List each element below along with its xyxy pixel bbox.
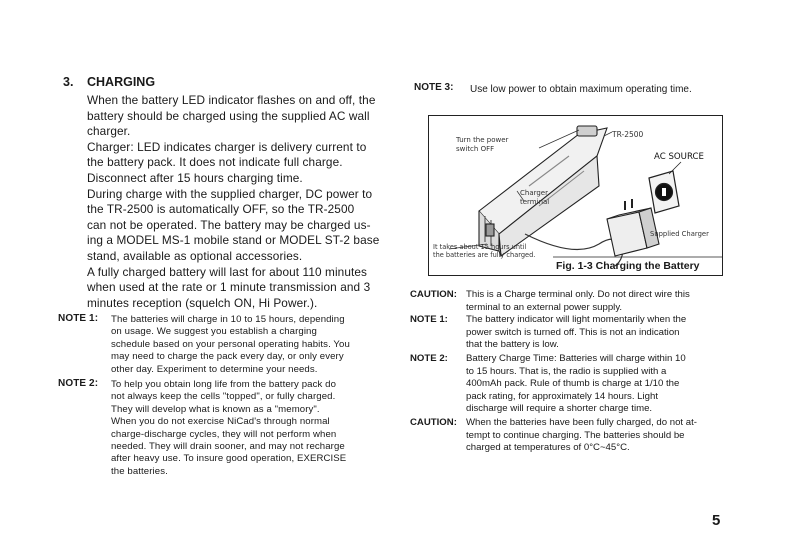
text-line: on usage. We suggest you establish a charging xyxy=(111,326,317,338)
text-line: When the batteries have been fully charged, do not at- xyxy=(466,417,697,428)
text-line: When the battery LED indicator flashes on and off, the xyxy=(87,93,376,107)
text-line: power switch is turned off. This is not an indication xyxy=(466,326,680,338)
note-label: NOTE 2: xyxy=(410,353,448,364)
text-line: The battery indicator will light momentarily when the xyxy=(466,314,687,325)
note-label: NOTE 1: xyxy=(410,314,448,325)
text-line: not always keep the cells "topped", or fully charged. xyxy=(111,391,336,403)
text-line: that the battery is low. xyxy=(466,339,559,351)
text-line: During charge with the supplied charger, DC power to xyxy=(87,186,373,201)
note-3-label: NOTE 3: xyxy=(414,82,454,93)
power-switch-label xyxy=(456,136,508,153)
text-line: Charger xyxy=(520,189,548,197)
note-r2-body xyxy=(466,353,686,416)
text-line: Turn the power xyxy=(456,136,509,144)
text-line: switch OFF xyxy=(456,144,495,153)
section-number: 3. xyxy=(63,75,74,89)
text-line: tempt to continue charging. The batteries should be xyxy=(466,429,685,441)
text-line: may need to charge the pack every day, or only every xyxy=(111,351,344,363)
text-line: the batteries are fully charged. xyxy=(433,251,536,259)
wall-outlet-illustration xyxy=(649,171,679,213)
note-label: NOTE 1: xyxy=(58,313,99,324)
text-line: ing a MODEL MS-1 mobile stand or MODEL ST-2 base xyxy=(87,233,380,248)
text-line: the batteries. xyxy=(111,465,168,477)
text-line: discharge will require a shorter charge time. xyxy=(466,403,653,415)
text-line: to 15 hours. That is, the radio is supplied with a xyxy=(466,365,667,377)
text-line: the TR-2500 is automatically OFF, so the TR-2500 xyxy=(87,202,355,217)
text-line: charged at temperatures of 0°C~45°C. xyxy=(466,442,630,454)
supplied-charger-label: Supplied Charger xyxy=(650,230,709,238)
text-line: needed. They will drain sooner, and may not recharge xyxy=(111,441,345,453)
paragraph-battery-life xyxy=(87,265,379,312)
text-line: schedule based on your personal operating habits. You xyxy=(111,338,350,350)
text-line: charger. xyxy=(87,124,131,139)
text-line: This is a Charge terminal only. Do not direct wire this xyxy=(466,289,690,300)
section-title: CHARGING xyxy=(87,75,156,89)
figure-caption: Fig. 1-3 Charging the Battery xyxy=(556,260,700,272)
text-line: stand, available as optional accessories. xyxy=(87,248,303,263)
charging-body xyxy=(87,93,379,311)
text-line: Battery Charge Time: Batteries will charge within 10 xyxy=(466,353,686,364)
text-line: after heavy use. To insure good operation, EXERCISE xyxy=(111,453,347,465)
paragraph-charger-led xyxy=(87,140,379,187)
caution-label: CAUTION: xyxy=(410,289,457,300)
text-line: charge-discharge cycles, they will not perform when xyxy=(111,428,337,440)
text-line: other day. Experiment to determine your needs. xyxy=(111,363,318,375)
note-label: NOTE 2: xyxy=(58,378,99,389)
text-line: terminal xyxy=(520,197,550,206)
note-1-body xyxy=(111,314,350,376)
text-line: Charger: LED indicates charger is delivery current to xyxy=(87,139,367,154)
ac-source-arrow xyxy=(669,162,681,174)
text-line: To help you obtain long life from the battery pack do xyxy=(111,379,337,390)
text-line: the battery pack. It does not indicate full charge. xyxy=(87,155,343,170)
text-line: battery should be charged using the supplied AC wall xyxy=(87,108,370,123)
text-line: A fully charged battery will last for about 110 minutes xyxy=(87,264,368,279)
charge-duration-label xyxy=(433,243,535,259)
text-line: It takes about 15 hours until xyxy=(433,243,527,251)
figure-charging-battery xyxy=(428,115,723,276)
text-line: They will develop what is known as a "memory". xyxy=(111,403,320,415)
text-line: Disconnect after 15 hours charging time. xyxy=(87,170,303,185)
text-line: minutes reception (squelch ON, Hi Power.). xyxy=(87,295,318,310)
caution-1-body xyxy=(466,289,690,314)
model-label: TR-2500 xyxy=(612,130,644,139)
caution-label: CAUTION: xyxy=(410,417,457,428)
paragraph-led-flash xyxy=(87,93,379,140)
ac-source-label: AC SOURCE xyxy=(654,152,704,162)
text-line: 400mAh pack. Rule of thumb is charge at 1/10 the xyxy=(466,378,680,390)
charger-terminal-label xyxy=(520,189,549,206)
note-3-text: Use low power to obtain maximum operating time. xyxy=(470,84,692,95)
note-2-body xyxy=(111,379,346,478)
page-number: 5 xyxy=(712,512,721,529)
text-line: pack rating, for approximately 14 hours. Light xyxy=(466,390,658,402)
text-line: When you do not exercise NiCad's through normal xyxy=(111,416,330,428)
paragraph-dc-power-off xyxy=(87,187,379,265)
text-line: The batteries will charge in 10 to 15 hours, depending xyxy=(111,314,345,325)
text-line: when used at the rate or 1 minute transmission and 3 xyxy=(87,280,371,295)
note-r1-body xyxy=(466,314,686,352)
text-line: can not be operated. The battery may be charged us- xyxy=(87,217,371,232)
caution-2-body xyxy=(466,417,697,455)
text-line: terminal to an external power supply. xyxy=(466,301,623,313)
supplied-charger-illustration xyxy=(607,199,659,256)
